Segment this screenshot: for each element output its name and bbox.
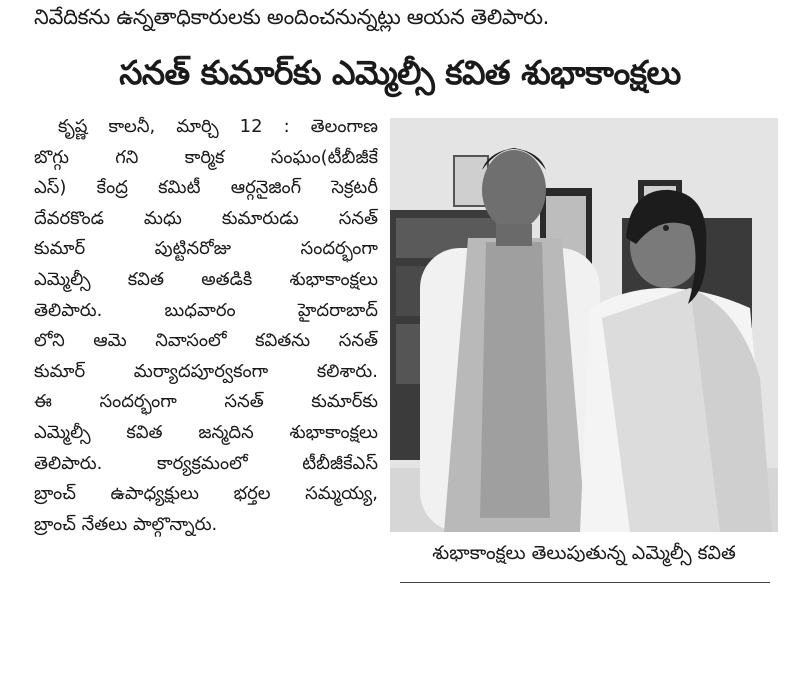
article-line-text: బ్రాంచ్ నేతలు పాల్గొన్నారు.: [34, 513, 218, 535]
article-line-text: ఎస్) కేంద్ర కమిటీ ఆర్గనైజింగ్ సెక్రటరీ: [34, 177, 378, 199]
article-line-text: కుమార్ పుట్టినరోజు సందర్భంగా: [34, 238, 378, 260]
photo-caption: శుభాకాంక్షలు తెలుపుతున్న ఎమ్మెల్సీ కవిత: [432, 542, 736, 564]
article-line-text: లోని ఆమె నివాసంలో కవితను సనత్: [34, 330, 378, 352]
article-line: [34, 510, 378, 541]
article-line: [34, 387, 378, 418]
article-line: [34, 143, 378, 174]
caption-divider: [400, 582, 770, 583]
article-line-text: బ్రాంచ్ ఉపాధ్యక్షులు భర్తల సమ్మయ్య,: [34, 483, 378, 505]
article-line: [34, 449, 378, 480]
article-line-text: ఎమ్మెల్సీ కవిత అతడికి శుభాకాంక్షలు: [34, 268, 378, 290]
article-line-text: దేవరకొండ మధు కుమారుడు సనత్: [34, 207, 378, 229]
article-line: [34, 112, 378, 143]
article-line: [34, 234, 378, 265]
article-photo: [390, 118, 778, 532]
previous-article-last-line: నివేదికను ఉన్నతాధికారులకు అందించనున్నట్లు ఆయన తెలిపారు.: [34, 5, 550, 29]
article-line-text: తెలిపారు. బుధవారం హైదరాబాద్: [34, 299, 378, 321]
article-line: [34, 326, 378, 357]
article-line-text: తెలిపారు. కార్యక్రమంలో టీబీజీకేఎస్: [34, 452, 378, 474]
article-line-text: ఎమ్మెల్సీ కవిత జన్మదిన శుభాకాంక్షలు: [34, 421, 378, 443]
article-line: [34, 418, 378, 449]
article-line-text: కృష్ణ కాలనీ, మార్చి 12 : తెలంగాణ: [58, 116, 378, 137]
article-line-text: బొగ్గు గని కార్మిక సంఘం(టీబీజీకే: [34, 146, 378, 168]
article-line: [34, 357, 378, 388]
article-line: [34, 296, 378, 327]
article-line-text: కుమార్ మర్యాదపూర్వకంగా కలిశారు.: [34, 360, 378, 382]
article-headline: సనత్ కుమార్‌కు ఎమ్మెల్సీ కవిత శుభాకాంక్షలు: [119, 53, 681, 92]
article-line: [34, 173, 378, 204]
article-line: [34, 479, 378, 510]
article-line: [34, 204, 378, 235]
article-line: [34, 265, 378, 296]
article-line-text: ఈ సందర్భంగా సనత్ కుమార్‌కు: [34, 391, 378, 413]
article-body: [34, 112, 378, 540]
